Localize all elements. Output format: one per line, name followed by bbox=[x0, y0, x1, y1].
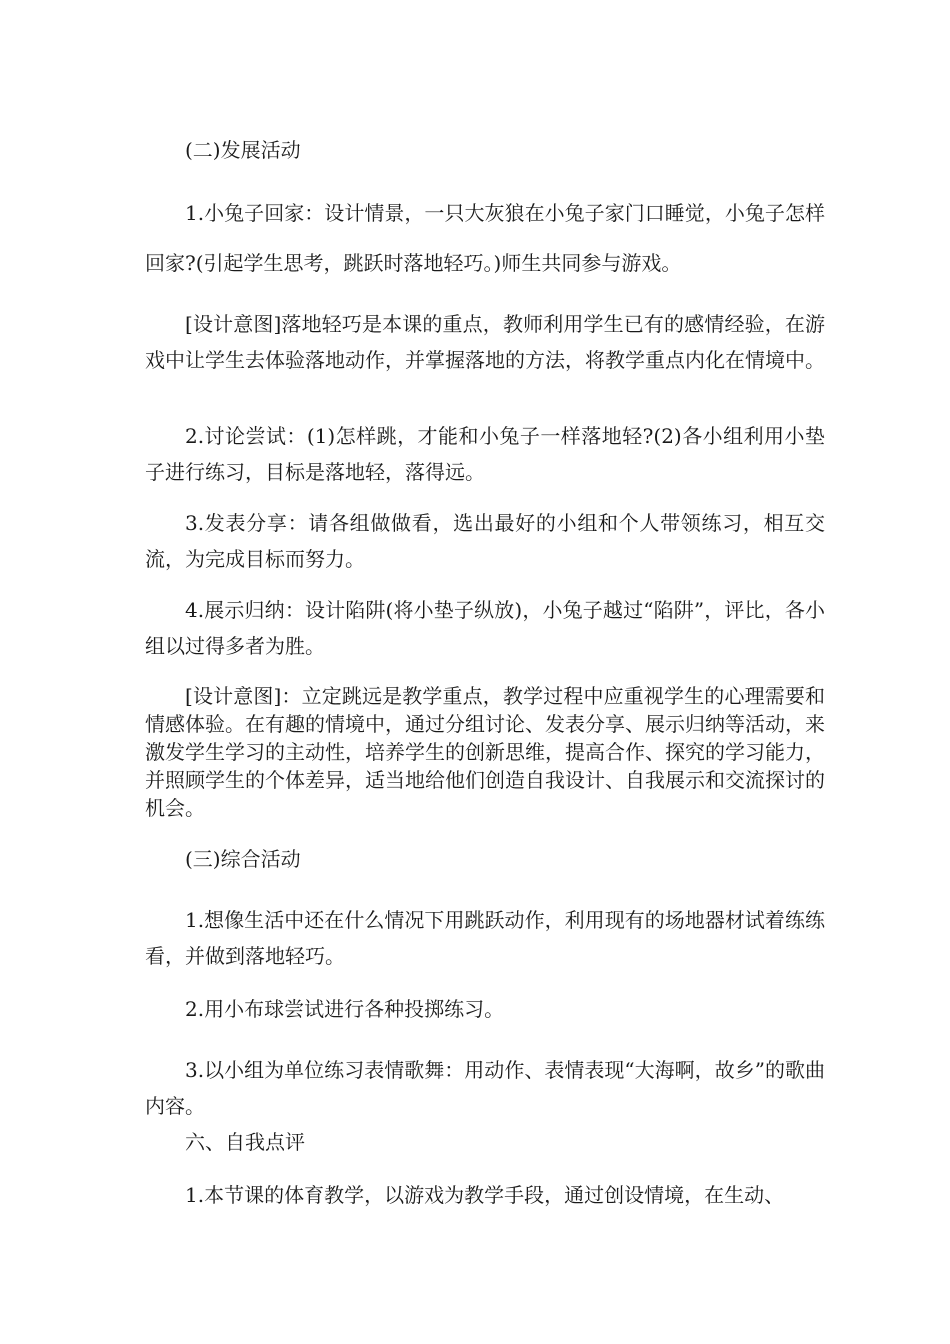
paragraph-discussion: 2.讨论尝试：(1)怎样跳，才能和小兔子一样落地轻?(2)各小组利用小垫子进行练习，目标是落地轻，落得远。 bbox=[145, 424, 825, 484]
section-heading-development: (二)发展活动 bbox=[185, 138, 301, 162]
paragraph-song-dance: 3.以小组为单位练习表情歌舞：用动作、表情表现“大海啊，故乡”的歌曲内容。 bbox=[145, 1058, 825, 1118]
paragraph-design-intent-1: [设计意图]落地轻巧是本课的重点，教师利用学生已有的感情经验，在游戏中让学生去体验落地动作，并掌握落地的方法，将教学重点内化在情境中。 bbox=[145, 312, 825, 372]
paragraph-rabbit-home: 1.小兔子回家：设计情景，一只大灰狼在小兔子家门口睡觉，小兔子怎样回家?(引起学生思考，跳跃时落地轻巧。)师生共同参与游戏。 bbox=[145, 201, 825, 275]
paragraph-imagine-life: 1.想像生活中还在什么情况下用跳跃动作，利用现有的场地器材试着练练看，并做到落地轻巧。 bbox=[145, 908, 825, 968]
paragraph-showcase: 4.展示归纳：设计陷阱(将小垫子纵放)，小兔子越过“陷阱”，评比，各小组以过得多者为胜。 bbox=[145, 598, 825, 658]
paragraph-cloth-ball: 2.用小布球尝试进行各种投掷练习。 bbox=[185, 997, 505, 1021]
section-heading-comprehensive: (三)综合活动 bbox=[185, 847, 301, 871]
paragraph-design-intent-2: [设计意图]：立定跳远是教学重点，教学过程中应重视学生的心理需要和情感体验。在有趣的情境中，通过分组讨论、发表分享、展示归纳等活动，来激发学生学习的主动性，培养学生的创新思维，提高合作、探究的学习能力，并照顾学生的个体差异，适当地给他们创造自我设计、自我展示和交流探讨的机会。 bbox=[145, 684, 825, 820]
section-heading-self-review: 六、自我点评 bbox=[185, 1130, 305, 1154]
paragraph-review-1: 1.本节课的体育教学，以游戏为教学手段，通过创设情境，在生动、 bbox=[185, 1183, 785, 1207]
paragraph-sharing: 3.发表分享：请各组做做看，选出最好的小组和个人带领练习，相互交流，为完成目标而努力。 bbox=[145, 511, 825, 571]
